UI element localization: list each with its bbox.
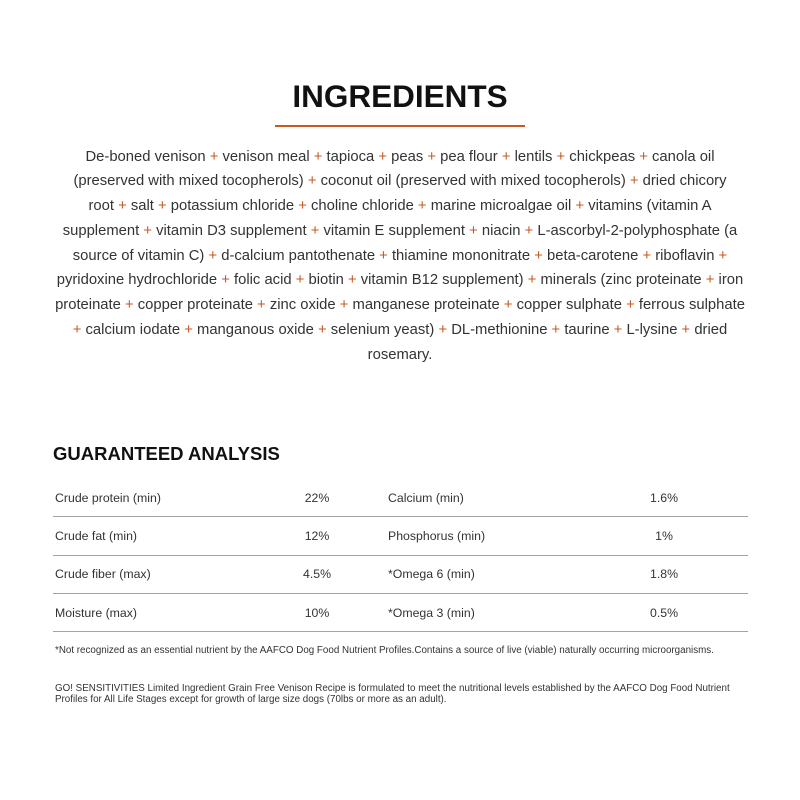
ingredients-line: source of vitamin C) + d-calcium pantothenate + thiamine mononitrate + beta-carotene + riboflavin + bbox=[72, 247, 728, 264]
plus-separator: + bbox=[313, 148, 323, 165]
nutrient-label: Crude protein (min) bbox=[55, 490, 161, 505]
plus-separator: + bbox=[417, 198, 427, 214]
plus-separator: + bbox=[575, 198, 585, 214]
nutrient-label: Moisture (max) bbox=[55, 605, 137, 620]
plus-separator: + bbox=[718, 247, 728, 264]
plus-separator: + bbox=[626, 297, 635, 313]
plus-separator: + bbox=[143, 222, 152, 239]
ingredients-line: supplement + vitamin D3 supplement + vitamin E supplement + niacin + L-ascorbyl-2-polyphosphate (a bbox=[62, 222, 738, 239]
plus-separator: + bbox=[257, 297, 266, 313]
plus-separator: + bbox=[427, 148, 436, 165]
plus-separator: + bbox=[298, 198, 307, 214]
plus-separator: + bbox=[681, 321, 691, 338]
nutrient-value: 1.8% bbox=[649, 567, 679, 582]
plus-separator: + bbox=[639, 148, 648, 165]
plus-separator: + bbox=[208, 247, 218, 264]
nutrient-label: Phosphorus (min) bbox=[388, 528, 486, 543]
nutrient-value: 4.5% bbox=[302, 567, 332, 582]
plus-separator: + bbox=[378, 148, 388, 165]
plus-separator: + bbox=[310, 222, 320, 239]
analysis-row bbox=[53, 594, 748, 632]
plus-separator: + bbox=[307, 173, 317, 190]
plus-separator: + bbox=[157, 198, 167, 214]
nutrient-label: Crude fat (min) bbox=[55, 528, 138, 543]
nutrient-value: 10% bbox=[304, 605, 330, 620]
nutrient-value: 1% bbox=[655, 528, 673, 543]
ingredients-line: root + salt + potassium chloride + choline chloride + marine microalgae oil + vitamins (vitamin A bbox=[88, 198, 712, 214]
ingredients-line: pyridoxine hydrochloride + folic acid + biotin + vitamin B12 supplement) + minerals (zinc proteinate + iron bbox=[56, 272, 744, 289]
plus-separator: + bbox=[556, 148, 566, 165]
plus-separator: + bbox=[469, 222, 478, 239]
plus-separator: + bbox=[551, 321, 561, 338]
nutrient-value: 12% bbox=[304, 528, 330, 543]
plus-separator: + bbox=[221, 272, 230, 289]
plus-separator: + bbox=[72, 321, 82, 338]
nutrient-value: 1.6% bbox=[649, 490, 679, 505]
nutrient-label: *Omega 6 (min) bbox=[388, 567, 475, 582]
ingredients-line: (preserved with mixed tocopherols) + coconut oil (preserved with mixed tocopherols) + dried chicory bbox=[73, 173, 727, 190]
plus-separator: + bbox=[642, 247, 652, 264]
plus-separator: + bbox=[534, 247, 543, 264]
nutrient-label: *Omega 3 (min) bbox=[388, 605, 475, 620]
plus-separator: + bbox=[503, 297, 513, 313]
nutrient-value: 0.5% bbox=[649, 605, 679, 620]
ingredients-line: rosemary. bbox=[367, 346, 433, 363]
analysis-table bbox=[53, 479, 748, 632]
ingredients-title: INGREDIENTS bbox=[292, 78, 508, 114]
plus-separator: + bbox=[524, 222, 534, 239]
ingredients-line: + calcium iodate + manganous oxide + selenium yeast) + DL-methionine + taurine + L-lysine + dried bbox=[72, 321, 728, 338]
footnote: *Not recognized as an essential nutrient by the AAFCO Dog Food Nutrient Profiles.Contains a source of live (viable) naturally occurring microorganisms. bbox=[55, 645, 714, 656]
plus-separator: + bbox=[118, 198, 127, 214]
plus-separator: + bbox=[317, 321, 327, 338]
plus-separator: + bbox=[438, 321, 448, 338]
analysis-row bbox=[53, 517, 748, 555]
plus-separator: + bbox=[527, 272, 537, 289]
plus-separator: + bbox=[501, 148, 511, 165]
plus-separator: + bbox=[184, 321, 193, 338]
plus-separator: + bbox=[705, 272, 715, 289]
plus-separator: + bbox=[295, 272, 305, 289]
plus-separator: + bbox=[347, 272, 357, 289]
nutrient-value: 22% bbox=[304, 490, 330, 505]
ingredients-line: proteinate + copper proteinate + zinc oxide + manganese proteinate + copper sulphate + ferrous sulphate bbox=[55, 297, 745, 313]
plus-separator: + bbox=[339, 297, 349, 313]
ingredients-text bbox=[0, 145, 800, 368]
plus-separator: + bbox=[379, 247, 388, 264]
plus-separator: + bbox=[613, 321, 623, 338]
guaranteed-analysis-title: GUARANTEED ANALYSIS bbox=[53, 443, 280, 464]
analysis-row bbox=[53, 556, 748, 594]
ingredients-line: De-boned venison + venison meal + tapioca + peas + pea flour + lentils + chickpeas + canola oil bbox=[85, 148, 715, 165]
nutrient-label: Calcium (min) bbox=[388, 490, 464, 505]
analysis-row bbox=[53, 479, 748, 517]
plus-separator: + bbox=[125, 297, 134, 313]
nutritional-statement: GO! SENSITIVITIES Limited Ingredient Grain Free Venison Recipe is formulated to meet the nutritional levels established by the AAFCO Dog Food Nutrient Profiles for All Life Stages except for growth of large size dogs (70lbs or more as an adult). bbox=[55, 682, 730, 705]
plus-separator: + bbox=[629, 173, 639, 190]
nutrient-label: Crude fiber (max) bbox=[55, 567, 151, 582]
title-underline bbox=[275, 125, 525, 127]
plus-separator: + bbox=[209, 148, 219, 165]
